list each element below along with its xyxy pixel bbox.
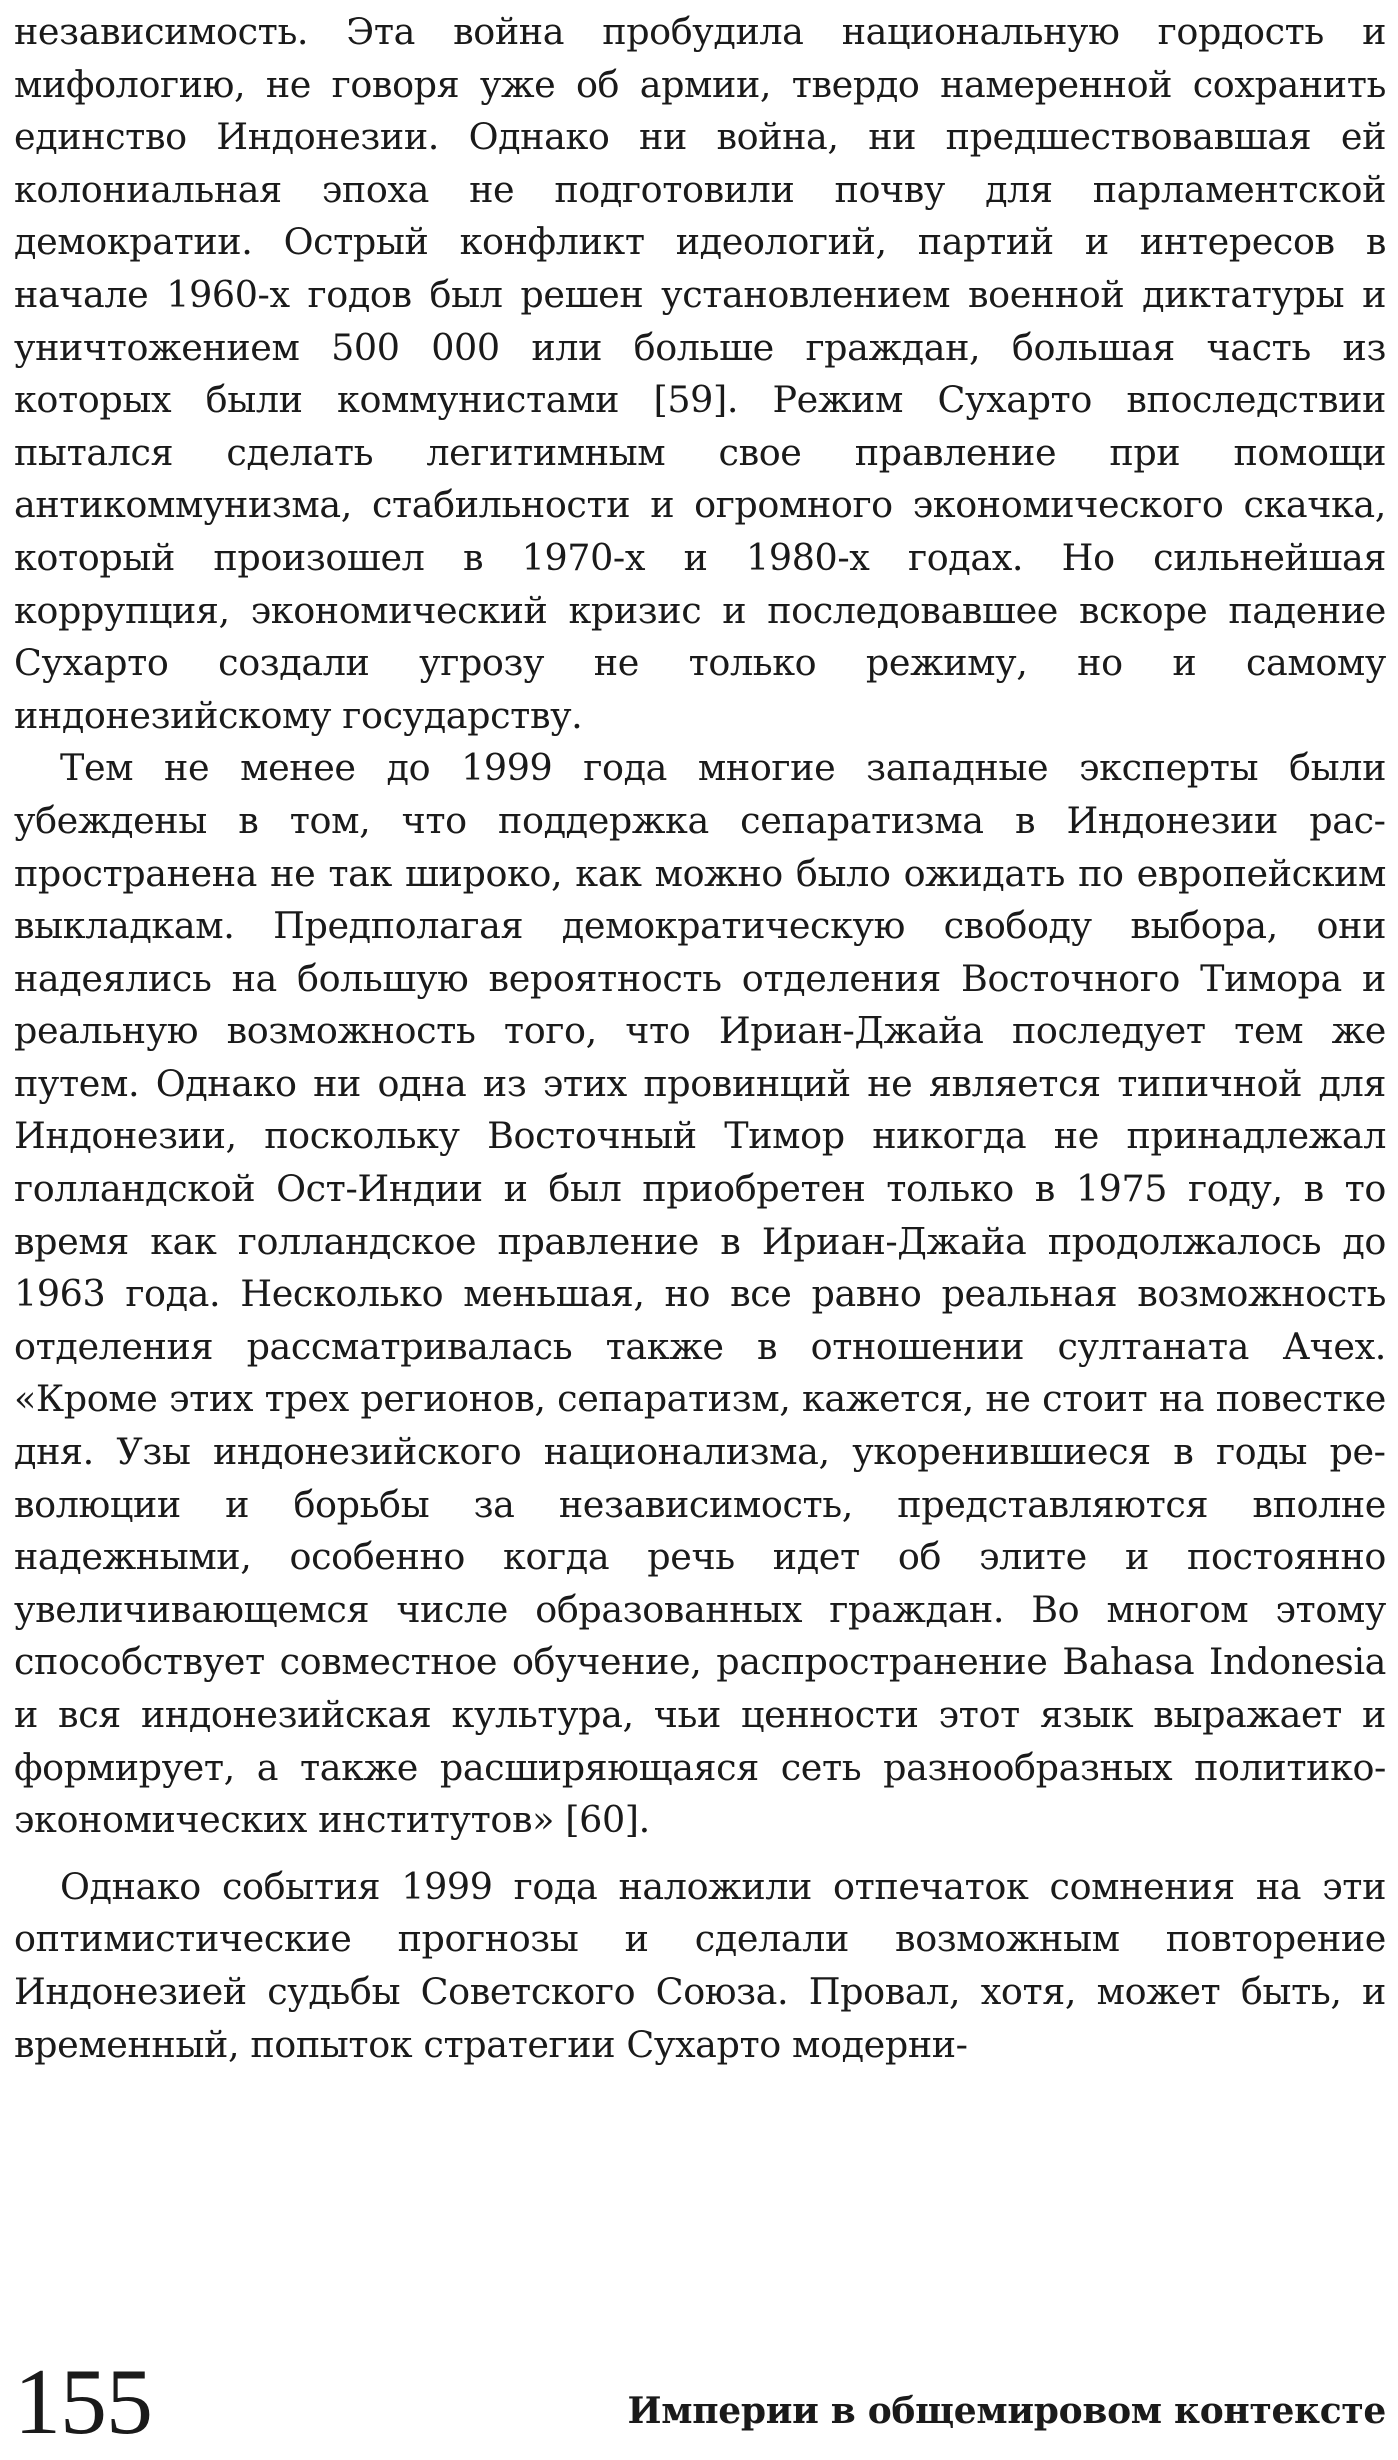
running-title: Империи в общемировом контексте (627, 2390, 1386, 2432)
page-footer (14, 2352, 1386, 2452)
paragraph-separatism: Тем не менее до 1999 года многие западные эксперты были убеждены в том, что поддержка сепаратизма в Индонезии распространена не так широко, как можно было ожидать по европейским выкладкам. Предполагая демократическую свободу выбора, они надеялись на большую вероятность отделения Восточного Тимора и реальную возможность того, что Ириан-Джайа последует тем же путем. Однако ни одна из этих провинций не является типичной для Индонезии, поскольку Восточный Тимор никогда не принадлежал голландской Ост-Индии и был приобретен только в 1975 году, в то время как голландское правление в Ириан-Джайа продолжалось до 1963 года. Несколько меньшая, но все равно реальная возможность отделения рассматривалась также в отношении султаната Ачех. «Кроме этих трех регионов, сепаратизм, кажется, не стоит на повестке дня. Узы индонезийского национализма, укоренившиеся в годы революции и борьбы за независимость, представляются вполне надежными, особенно когда речь идет об элите и постоянно увеличивающемся числе образованных граждан. Во многом этому способствует совместное обучение, распространение Bahasa Indonesia и вся индонезийская культура, чьи ценности этот язык выражает и формирует, а также расширяющаяся сеть разнообразных политико-экономических институтов» [60]. (14, 746, 1386, 1842)
page-number: 155 (14, 2350, 152, 2454)
paragraph-events-1999: Однако события 1999 года наложили отпечаток сомнения на эти оптимистические прогнозы и сделали возможным повторение Индонезией судьбы Советского Союза. Провал, хотя, может быть, и временный, попыток стратегии Сухарто модерни- (14, 1864, 1386, 2066)
body-text (14, 6, 1386, 2071)
paragraph-continuation: независимость. Эта война пробудила национальную гордость и мифологию, не говоря уже об армии, твердо намеренной сохранить единство Индонезии. Однако ни война, ни предшествовавшая ей колониальная эпоха не подготовили почву для парламентской демократии. Острый конфликт идеологий, партий и интересов в начале 1960-х годов был решен установлением военной диктатуры и уничтожением 500 000 или больше граждан, большая часть из которых были коммунистами [59]. Режим Сухарто впоследствии пытался сделать легитимным свое правление при помощи антикоммунизма, стабильности и огромного экономического скачка, который произошел в 1970-х и 1980-х годах. Но сильнейшая коррупция, экономический кризис и последовавшее вскоре падение Сухарто создали угрозу не только режиму, но и самому индонезийскому государству. (14, 10, 1386, 737)
